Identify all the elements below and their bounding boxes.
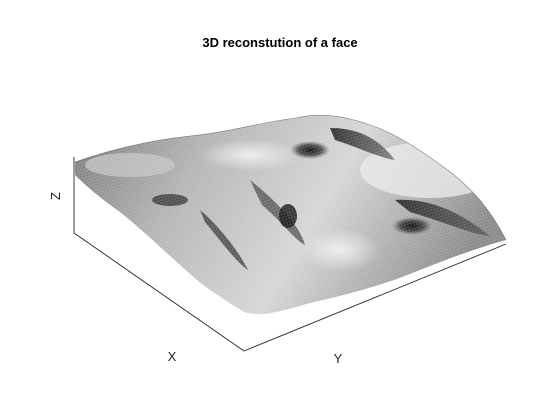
z-axis-label: Z (48, 192, 63, 200)
chart-title: 3D reconstution of a face (202, 35, 358, 50)
face-surface (60, 100, 520, 330)
x-axis-label: X (167, 349, 177, 364)
y-axis-label: Y (333, 351, 343, 366)
mesh-grid (60, 100, 520, 330)
